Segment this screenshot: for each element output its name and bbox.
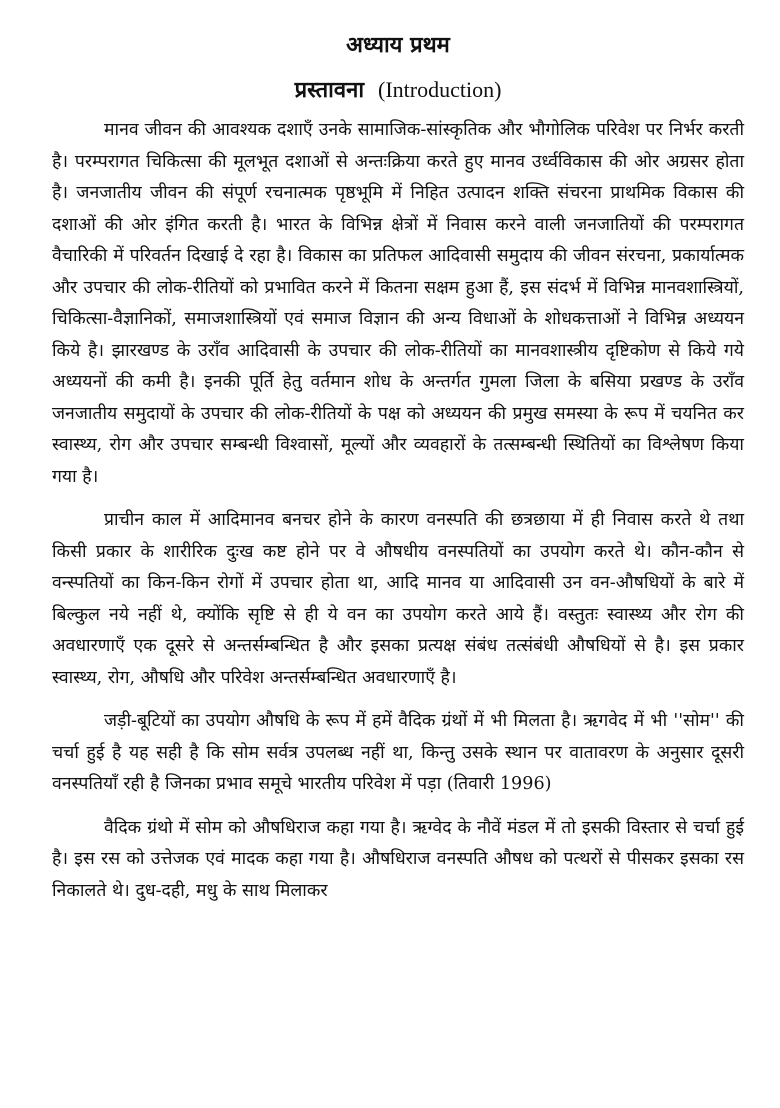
paragraph-3: जड़ी-बूटियों का उपयोग औषधि के रूप में हमें वैदिक ग्रंथों में भी मिलता है। ऋगवेद में भी ''सोम'' की चर्चा हुई है यह सही है कि सोम सर्वत्र उपलब्ध नहीं था, किन्तु उसके स्थान पर वातावरण के अनुसार दूसरी वनस्पतियाँ रही है जिनका प्रभाव समूचे भारतीय परिवेश में पड़ा (तिवारी 1996) [52, 711, 744, 794]
paragraph-2: प्राचीन काल में आदिमानव बनचर होने के कारण वनस्पति की छत्रछाया में ही निवास करते थे तथा किसी प्रकार के शारीरिक दुःख कष्ट होने पर वे औषधीय वनस्पतियों का उपयोग करते थे। कौन-कौन से वन्स्पतियों का किन-किन रोगों में उपचार होता था, आदि मानव या आदिवासी उन वन-औषधियों के बारे में बिल्कुल नये नहीं थे, क्योंकि सृष्टि से ही ये वन का उपयोग करते आये हैं। वस्तुतः स्वास्थ्य और रोग की अवधारणाएँ एक दूसरे से अन्तर्सम्बन्धित है और इसका प्रत्यक्ष संबंध तत्संबंधी औषधियों से है। इस प्रकार स्वास्थ्य, रोग, औषधि और परिवेश अन्तर्सम्बन्धित अवधारणाएँ है। [52, 510, 744, 688]
section-title-english: (Introduction) [378, 77, 502, 102]
chapter-heading: अध्याय प्रथम [346, 32, 450, 58]
section-title [52, 74, 744, 107]
paragraph-1: मानव जीवन की आवश्यक दशाएँ उनके सामाजिक-सांस्कृतिक और भौगोलिक परिवेश पर निर्भर करती है। परम्परागत चिकित्सा की मूलभूत दशाओं से अन्तःक्रिया करते हुए मानव उर्ध्वविकास की ओर अग्रसर होता है। जनजातीय जीवन की संपूर्ण रचनात्मक पृष्ठभूमि में निहित उत्पादन शक्ति संचरना प्राथमिक विकास की दशाओं की ओर इंगित करती है। भारत के विभिन्न क्षेत्रों में निवास करने वाली जनजातियों की परम्परागत वैचारिकी में परिवर्तन दिखाई दे रहा है। विकास का प्रतिफल आदिवासी समुदाय की जीवन संरचना, प्रकार्यात्मक और उपचार की लोक-रीतियों को प्रभावित करने में कितना सक्षम हुआ हैं, इस संदर्भ में विभिन्न मानवशास्त्रियों, चिकित्सा-वैज्ञानिकों, समाजशास्त्रियों एवं समाज विज्ञान की अन्य विधाओं के शोधकत्ताओं ने विभिन्न अध्ययन किये है। झारखण्ड के उराँव आदिवासी के उपचार की लोक-रीतियों का मानवशास्त्रीय दृष्टिकोण से किये गये अध्ययनों की कमी है। इनकी पूर्ति हेतु वर्तमान शोध के अन्तर्गत गुमला जिला के बसिया प्रखण्ड के उराँव जनजातीय समुदायों के उपचार की लोक-रीतियों के पक्ष को अध्ययन की प्रमुख समस्या के रूप में चयनित कर स्वास्थ्य, रोग और उपचार सम्बन्धी विश्वासों, मूल्यों और व्यवहारों के तत्सम्बन्धी स्थितियों का विश्लेषण किया गया है। [52, 120, 744, 487]
section-title-hindi: प्रस्तावना [294, 77, 365, 103]
paragraph-4: वैदिक ग्रंथो में सोम को औषधिराज कहा गया है। ऋग्वेद के नौवें मंडल में तो इसकी विस्तार से चर्चा हुई है। इस रस को उत्तेजक एवं मादक कहा गया है। औषधिराज वनस्पति औषध को पत्थरों से पीसकर इसका रस निकालते थे। दुध-दही, मधु के साथ मिलाकर [52, 817, 744, 901]
